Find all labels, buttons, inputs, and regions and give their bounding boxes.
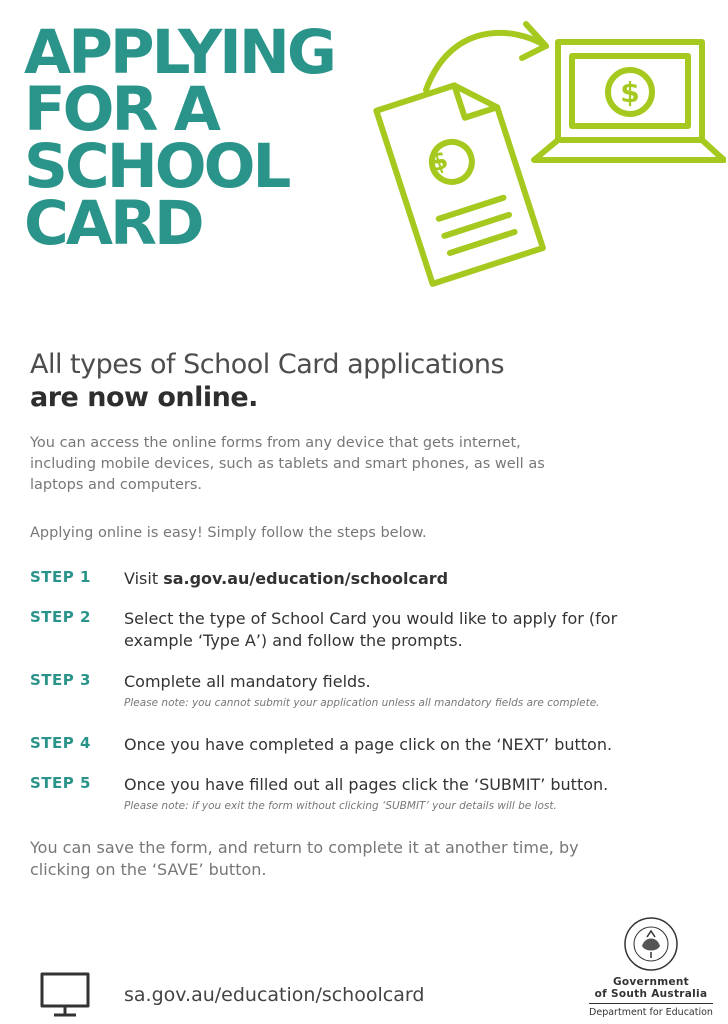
headline-line1: All types of School Card applications: [30, 349, 505, 380]
svg-text:$: $: [620, 76, 640, 109]
step-label: STEP 4: [30, 734, 91, 752]
step-note: Please note: you cannot submit your application unless all mandatory fields are complete.: [124, 697, 600, 709]
intro-paragraph: You can access the online forms from any device that gets internet, including mobile devices, such as tablets and smart phones, as well as laptops and computers.: [30, 435, 545, 493]
svg-text:$: $: [425, 144, 452, 179]
arrow-icon: [426, 33, 546, 90]
gov-name-line2: of South Australia: [594, 988, 708, 1000]
step-text: Once you have completed a page click on the ‘NEXT’ button.: [124, 735, 613, 754]
dollar-document-icon: [376, 75, 543, 284]
government-logo: [586, 916, 716, 1018]
document-to-laptop-icon: [360, 14, 726, 294]
title-line: APPLYING: [24, 17, 334, 88]
step-text: Select the type of School Card you would like to apply for (for example ‘Type A’) and follow the prompts.: [124, 609, 618, 650]
step-label: STEP 5: [30, 774, 91, 792]
page-title: [24, 17, 334, 259]
step-text: Once you have filled out all pages click the ‘SUBMIT’ button.: [124, 775, 609, 794]
divider: [589, 1003, 713, 1004]
save-note: You can save the form, and return to complete it at another time, by clicking on the ‘SAVE’ button.: [30, 838, 579, 879]
steps-intro: Applying online is easy! Simply follow the steps below.: [30, 525, 427, 541]
title-line: SCHOOL: [24, 131, 289, 202]
step-prefix: Visit: [124, 569, 164, 588]
title-line: CARD: [24, 188, 202, 259]
step-text: [124, 568, 704, 590]
step-note: Please note: if you exit the form without clicking ‘SUBMIT’ your details will be lost.: [124, 800, 557, 812]
step-label: STEP 1: [30, 568, 91, 586]
footer-url[interactable]: sa.gov.au/education/schoolcard: [124, 984, 425, 1006]
monitor-icon: [40, 972, 92, 1018]
department-name: Department for Education: [589, 1007, 713, 1018]
headline: [30, 348, 670, 414]
step-text: Complete all mandatory fields.: [124, 672, 371, 691]
step-link[interactable]: sa.gov.au/education/schoolcard: [163, 569, 449, 588]
title-line: FOR A: [24, 74, 218, 145]
state-seal-icon: [623, 916, 679, 972]
gov-name-line1: Government: [612, 976, 689, 988]
step-label: STEP 3: [30, 671, 91, 689]
step-label: STEP 2: [30, 608, 91, 626]
headline-line2: are now online.: [30, 382, 258, 413]
